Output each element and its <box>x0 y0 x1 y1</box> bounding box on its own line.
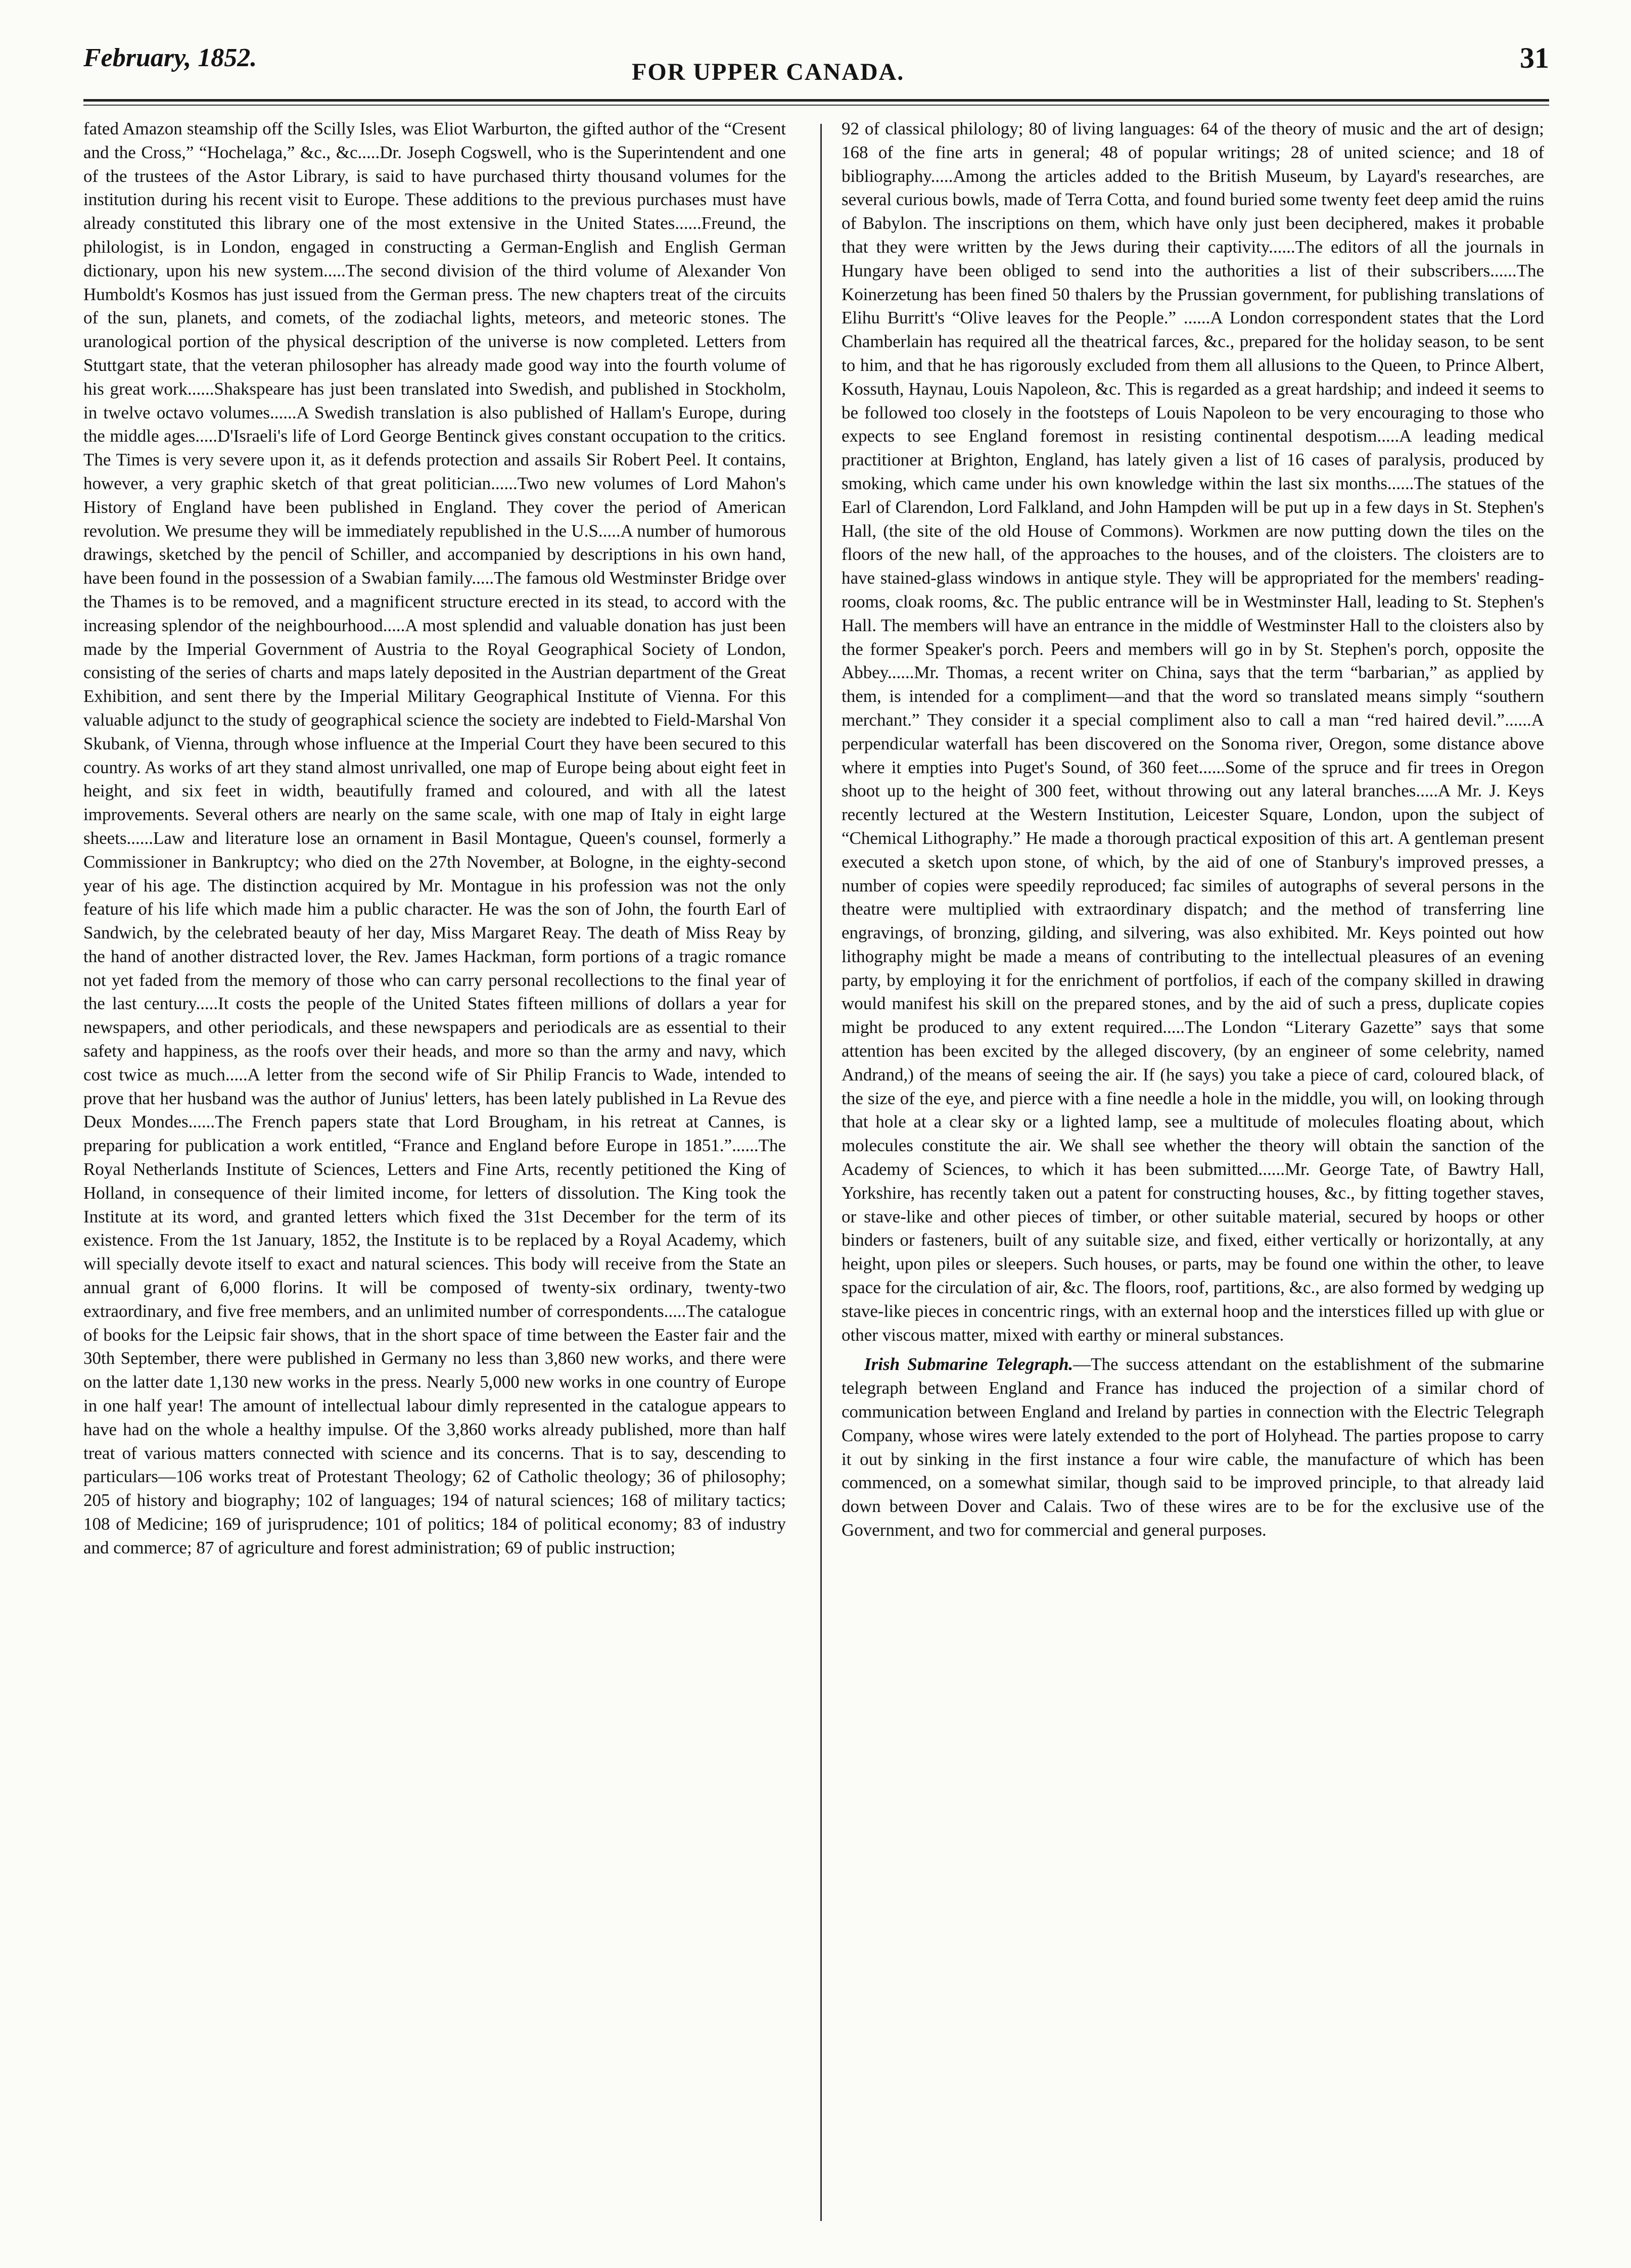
header-rule-thin <box>83 105 1549 106</box>
issue-date: February, 1852. <box>83 43 257 72</box>
right-column-text: 92 of classical philology; 80 of living languages: 64 of the theory of music and the art of design; 168 of the fine arts in general; 48 of popular writings; 28 of united science; and 18 of bibliography.....Among the articles added to the British Museum, by Layard's researches, are several curious bowls, made of Terra Cotta, and found buried some twenty feet deep amid the ruins of Babylon. The inscriptions on them, which have only just been deciphered, makes it probable that they were written by the Jews during their captivity......The editors of all the journals in Hungary have been obliged to send into the authorities a list of their subscribers......The Koinerzetung has been fined 50 thalers by the Prussian government, for publishing translations of Elihu Burritt's “Olive leaves for the People.” ......A London correspondent states that the Lord Chamberlain has required all the theatrical farces, &c., prepared for the holiday season, to be sent to him, and that he has rigorously excluded from them all allusions to the Queen, to Prince Albert, Kossuth, Haynau, Louis Napoleon, &c. This is regarded as a great hardship; and indeed it seems to be followed too closely in the footsteps of Louis Napoleon to be very encouraging to those who expects to see England foremost in resisting continental despotism.....A leading medical practitioner at Brighton, England, has lately given a list of 16 cases of paralysis, produced by smoking, which came under his own knowledge within the last six months......The statues of the Earl of Clarendon, Lord Falkland, and John Hampden will be put up in a few days in St. Stephen's Hall, (the site of the old House of Commons). Workmen are now putting down the tiles on the floors of the new hall, of the approaches to the houses, and of the cloisters. The cloisters are to have stained-glass windows in antique style. They will be appropriated for the members' reading-rooms, cloak rooms, &c. The public entrance will be in Westminster Hall, leading to St. Stephen's Hall. The members will have an entrance in the middle of Westminster Hall to the cloisters also by the former Speaker's porch. Peers and members will go in by St. Stephen's porch, opposite the Abbey......Mr. Thomas, a recent writer on China, says that the term “barbarian,” as applied by them, is intended for a compliment—and that the word so translated means simply “southern merchant.” They consider it a special compliment also to call a man “red haired devil.”......A perpendicular waterfall has been discovered on the Sonoma river, Oregon, some distance above where it empties into Puget's Sound, of 360 feet......Some of the spruce and fir trees in Oregon shoot up to the height of 300 feet, without throwing out any lateral branches.....A Mr. J. Keys recently lectured at the Western Institution, Leicester Square, London, upon the subject of “Chemical Lithography.” He made a thorough practical exposition of this art. A gentleman present executed a sketch upon stone, of which, by the aid of one of Stanbury's improved presses, a number of copies were speedily reproduced; fac similes of autographs of several persons in the theatre were multiplied with extraordinary dispatch; and the method of transferring line engravings, of bronzing, gilding, and silvering, was also exhibited. Mr. Keys pointed out how lithography might be made a means of contributing to the intellectual pleasures of an evening party, by employing it for the enrichment of portfolios, if each of the company skilled in drawing would manifest his skill on the prepared stones, and by the aid of such a press, duplicate copies might be produced to any extent required.....The London “Literary Gazette” says that some attention has been excited by the alleged discovery, (by an engineer of some celebrity, named Andrand,) of the means of seeing the air. If (he says) you take a piece of card, coloured black, of the size of the eye, and pierce with a fine needle a hole in the middle, you will, on looking through that hole at a clear sky or a lighted lamp, see a multitude of molecules floating about, which molecules constitute the air. We shall see whether the theory will obtain the sanction of the Academy of Sciences, to which it has been submitted......Mr. George Tate, of Bawtry Hall, Yorkshire, has recently taken out a patent for constructing houses, &c., by fitting together staves, or stave-like and other pieces of timber, or other suitable material, secured by hoops or other binders or fasteners, built of any suitable size, and fixed, either vertically or horizontally, at any height, upon piles or sleepers. Such houses, or parts, may be found one within the other, to leave space for the circulation of air, &c. The floors, roof, partitions, &c., are also formed by wedging up stave-like pieces in concentric rings, with an external hoop and the interstices filled up with glue or other viscous matter, mixed with earthy or mineral substances. <box>842 119 1544 1345</box>
left-column-text: fated Amazon steamship off the Scilly Isles, was Eliot Warburton, the gifted author of the “Cresent and the Cross,” “Hochelaga,” &c., &c.....Dr. Joseph Cogswell, who is the Superintendent and one of the trustees of the Astor Library, is said to have purchased thirty thousand volumes for the institution during his recent visit to Europe. These additions to the previous purchases must have already constituted this library one of the most extensive in the United States......Freund, the philologist, is in London, engaged in constructing a German-English and English German dictionary, upon his new system.....The second division of the third volume of Alexander Von Humboldt's Kosmos has just issued from the German press. The new chapters treat of the circuits of the sun, planets, and comets, of the zodiachal lights, meteors, and meteoric stones. The uranological portion of the physical description of the universe is now completed. Letters from Stuttgart state, that the veteran philosopher has already made good way into the fourth volume of his great work......Shakspeare has just been translated into Swedish, and published in Stockholm, in twelve octavo volumes......A Swedish translation is also published of Hallam's Europe, during the middle ages.....D'Israeli's life of Lord George Bentinck gives constant occupation to the critics. The Times is very severe upon it, as it defends protection and assails Sir Robert Peel. It contains, however, a very graphic sketch of that great politician......Two new volumes of Lord Mahon's History of England have been published in England. They cover the period of American revolution. We presume they will be immediately republished in the U.S.....A number of humorous drawings, sketched by the pencil of Schiller, and accompanied by descriptions in his own hand, have been found in the possession of a Swabian family.....The famous old Westminster Bridge over the Thames is to be removed, and a magnificent structure erected in its stead, to accord with the increasing splendor of the neighbourhood.....A most splendid and valuable donation has just been made by the Imperial Government of Austria to the Royal Geographical Society of London, consisting of the series of charts and maps lately deposited in the Austrian department of the Great Exhibition, and sent there by the Imperial Military Geographical Institute of Vienna. For this valuable adjunct to the study of geographical science the society are indebted to Field-Marshal Von Skubank, of Vienna, through whose influence at the Imperial Court they have been secured to this country. As works of art they stand almost unrivalled, one map of Europe being about eight feet in height, and six feet in width, beautifully framed and coloured, and with all the latest improvements. Several others are nearly on the same scale, with one map of Italy in eight large sheets......Law and literature lose an ornament in Basil Montague, Queen's counsel, formerly a Commissioner in Bankruptcy; who died on the 27th November, at Bologne, in the eighty-second year of his age. The distinction acquired by Mr. Montague in his profession was not the only feature of his life which made him a public character. He was the son of John, the fourth Earl of Sandwich, by the celebrated beauty of her day, Miss Margaret Reay. The death of Miss Reay by the hand of another distracted lover, the Rev. James Hackman, form portions of a tragic romance not yet faded from the memory of those who can carry personal recollections to the final year of the last century.....It costs the people of the United States fifteen millions of dollars a year for newspapers, and other periodicals, and these newspapers and periodicals are as essential to their safety and happiness, as the roofs over their heads, and more so than the army and navy, which cost twice as much.....A letter from the second wife of Sir Philip Francis to Wade, intended to prove that her husband was the author of Junius' letters, has been lately published in La Revue des Deux Mondes......The French papers state that Lord Brougham, in his retreat at Cannes, is preparing for publication a work entitled, “France and England before Europe in 1851.”......The Royal Netherlands Institute of Sciences, Letters and Fine Arts, recently petitioned the King of Holland, in consequence of their limited income, for letters of dissolution. The King took the Institute at its word, and granted letters which fixed the 31st December for the term of its existence. From the 1st January, 1852, the Institute is to be replaced by a Royal Academy, which will specially devote itself to exact and natural sciences. This body will receive from the State an annual grant of 6,000 florins. It will be composed of twenty-six ordinary, twenty-two extraordinary, and five free members, and an unlimited number of correspondents.....The catalogue of books for the Leipsic fair shows, that in the short space of time between the Easter fair and the 30th September, there were published in Germany no less than 3,860 new works, and there were on the latter date 1,130 new works in the press. Nearly 5,000 new works in one country of Europe in one half year! The amount of intellectual labour dimly represented in the catalogue appears to have had on the whole a healthy impulse. Of the 3,860 works already published, more than half treat of various matters connected with science and its concerns. That is to say, descending to particulars—106 works treat of Protestant Theology; 62 of Catholic theology; 36 of philosophy; 205 of history and biography; 102 of languages; 194 of natural sciences; 168 of military tactics; 108 of Medicine; 169 of jurisprudence; 101 of politics; 184 of political economy; 83 of industry and commerce; 87 of agriculture and forest administration; 69 of public instruction; <box>83 119 786 1557</box>
column-divider <box>820 124 822 2221</box>
header-rule-thick <box>83 99 1549 102</box>
left-column <box>83 117 786 2240</box>
right-column <box>842 117 1544 2240</box>
section-heading: Irish Submarine Telegraph. <box>864 1354 1074 1375</box>
section-body: —The success attendant on the establishment of the submarine telegraph between England and France has induced the projection of a similar chord of communication between England and Ireland by parties in connection with the Electric Telegraph Company, whose wires were lately extended to the port of Holyhead. The parties propose to carry it out by sinking in the first instance a four wire cable, the manufacture of which has been commenced, on a somewhat similar, though said to be improved principle, to that already laid down between Dover and Calais. Two of these wires are to be for the exclusive use of the Government, and two for commercial and general purposes. <box>842 1354 1544 1540</box>
page-header <box>83 38 1549 93</box>
publication-title: FOR UPPER CANADA. <box>632 59 905 85</box>
page-number: 31 <box>1520 41 1549 74</box>
telegraph-article <box>842 1353 1544 1542</box>
